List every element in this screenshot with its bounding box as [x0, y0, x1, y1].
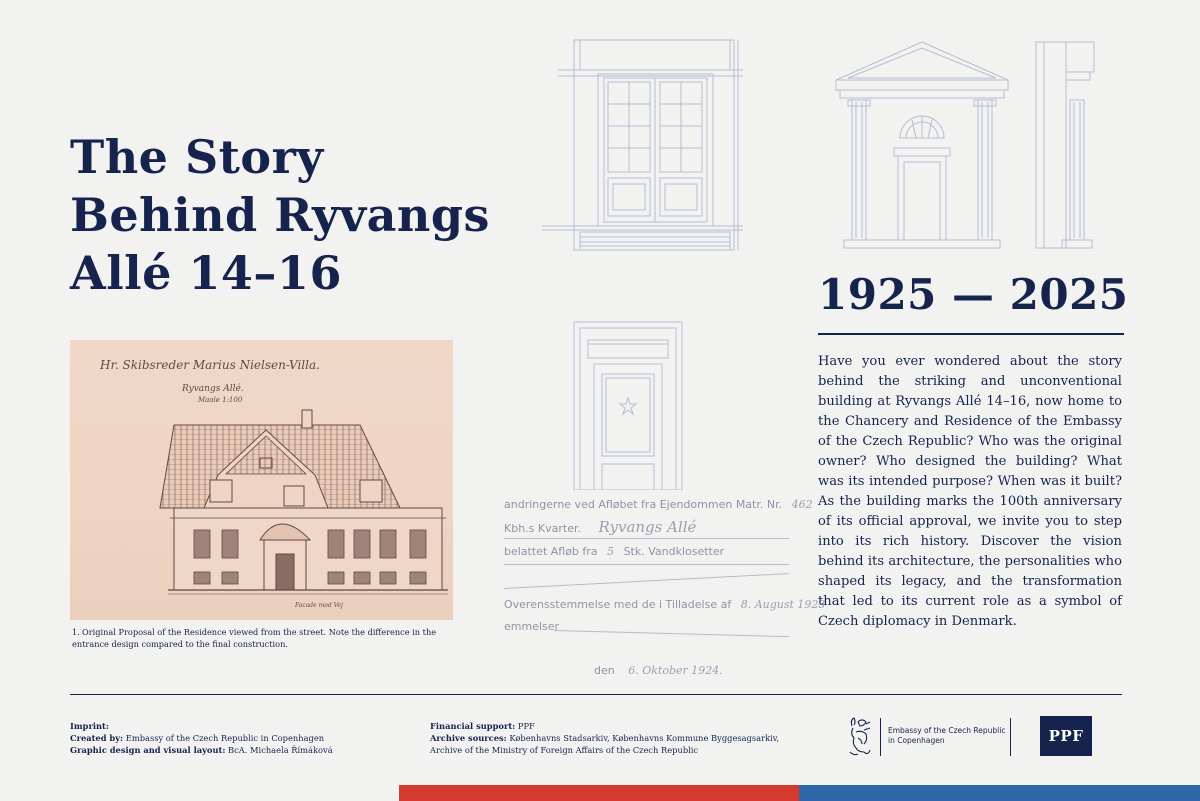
form-line-3-print: belattet Afløb fra: [504, 545, 598, 558]
form-rule: [504, 573, 789, 589]
support-label: Financial support:: [430, 721, 516, 731]
form-line-2-hand: Ryvangs Allé: [598, 518, 697, 536]
form-rule: [504, 538, 789, 539]
caption-number: 1.: [72, 627, 80, 637]
czech-lion-emblem-icon: [844, 716, 874, 758]
design-value: BcA. Michaela Římáková: [228, 745, 333, 755]
blueprint-portico-drawing: [832, 38, 1132, 253]
blueprint-window-drawing: [538, 36, 748, 256]
imprint-label: Imprint:: [70, 721, 109, 731]
created-label: Created by:: [70, 733, 124, 743]
form-rule: [554, 630, 789, 637]
original-proposal-drawing: [70, 340, 453, 620]
title-line-1: The Story: [70, 130, 324, 184]
created-value: Embassy of the Czech Republic in Copenhagen: [125, 733, 325, 743]
form-line-2-print: Kbh.s Kvarter.: [504, 522, 581, 535]
flag-stripe-blue: [799, 785, 1200, 801]
form-line-3-hand: 5: [607, 545, 615, 558]
image-caption: [72, 626, 472, 650]
drawing-street: Ryvangs Allé.: [182, 384, 244, 394]
logo-divider: [880, 718, 881, 756]
archival-form-excerpt: [498, 492, 826, 687]
drawing-scale: Maale 1:100: [198, 396, 243, 404]
form-line-1-hand: 462: [791, 498, 813, 511]
flag-stripe-red: [399, 785, 799, 801]
intro-paragraph: Have you ever wondered about the story behind the striking and unconventional building at Ryvangs Allé 14–16, now home to the Chancery and Residence of the Embassy of the Czech Republic? Who was the original owner? Who designed the building? What was its intended purpose? When was it built? As the building marks the 100th anniversary of its official approval, we invite you to step into its rich history. Discover the vision behind its architecture, the personalities who shaped its legacy, and the transformation that led to its current role as a symbol of Czech diplomacy in Denmark.: [818, 354, 1122, 629]
imprint-block: [70, 720, 400, 756]
drawing-footer: Facade mod Vej: [295, 602, 343, 609]
form-line-4-print: Overensstemmelse med de i Tilladelse af: [504, 598, 732, 611]
footer-divider: [70, 694, 1122, 695]
logo-divider: [1010, 718, 1011, 756]
anniversary-years: 1925 — 2025: [818, 270, 1129, 319]
title-line-3: Allé 14–16: [70, 246, 342, 300]
form-line-6-print: den: [594, 664, 615, 677]
drawing-heading: Hr. Skibsreder Marius Nielsen-Villa.: [100, 358, 320, 372]
form-rule: [504, 564, 789, 565]
form-line-6-hand: 6. Oktober 1924.: [628, 664, 723, 677]
archive-label: Archive sources:: [430, 733, 507, 743]
ppf-logo: PPF: [1040, 716, 1092, 756]
design-label: Graphic design and visual layout:: [70, 745, 226, 755]
support-block: [430, 720, 790, 756]
embassy-logo-text: Embassy of the Czech Republic in Copenhagen: [888, 726, 1006, 745]
page-title: [70, 128, 540, 302]
caption-text: Original Proposal of the Residence viewed from the street. Note the difference in the entrance design compared to the final construction.: [72, 627, 437, 649]
form-line-3-print-2: Stk. Vandklosetter: [623, 545, 725, 558]
years-divider: [818, 333, 1124, 335]
form-line-1-print: andringerne ved Afløbet fra Ejendommen Matr. Nr.: [504, 498, 783, 511]
title-line-2: Behind Ryvangs: [70, 188, 490, 242]
form-line-5-print: emmelser: [504, 620, 560, 633]
form-line-4-hand: 8. August 1923: [740, 598, 826, 611]
support-value: PPF: [517, 721, 535, 731]
archive-value: Københavns Stadsarkiv, Københavns Kommune Byggesagsarkiv, Archive of the Ministry of Foreign Affairs of the Czech Republic: [430, 733, 780, 755]
blueprint-door-drawing: [568, 318, 688, 490]
